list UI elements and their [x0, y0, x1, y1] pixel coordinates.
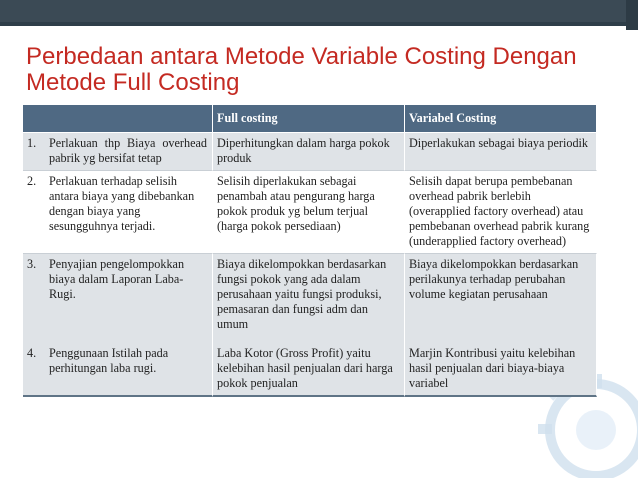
full-costing-cell	[213, 253, 405, 397]
row-number: 2.	[27, 174, 37, 188]
row-number: 3.	[27, 257, 37, 271]
variable-costing-text: Biaya dikelompokkan berdasarkan perilakunya terhadap perubahan volume kegiatan perusahaan	[409, 257, 579, 301]
slide-title: Perbedaan antara Metode Variable Costing Dengan Metode Full Costing	[26, 43, 577, 96]
full-costing-text: Laba Kotor (Gross Profit) yaitu kelebihan hasil penjualan dari harga pokok penjualan	[217, 346, 393, 390]
aspect-cell	[23, 132, 213, 170]
table-row	[23, 132, 597, 170]
top-bar	[0, 0, 638, 22]
table-row	[23, 253, 597, 397]
header-variable-costing: Variabel Costing	[405, 105, 597, 132]
variable-costing-text: Marjin Kontribusi yaitu kelebihan hasil penjualan dari biaya-biaya variabel	[409, 346, 576, 390]
aspect-cell	[23, 253, 213, 397]
full-costing-cell: Diperhitungkan dalam harga pokok produk	[213, 132, 405, 170]
variable-costing-cell	[405, 253, 597, 397]
row-number: 4.	[27, 346, 37, 360]
comparison-table	[23, 105, 597, 397]
aspect-text: Perlakuan thp Biaya overhead pabrik yg bersifat tetap	[49, 136, 207, 165]
full-costing-text: Biaya dikelompokkan berdasarkan fungsi pokok yang ada dalam perusahaan yaitu fungsi produksi, pemasaran dan fungsi adm dan umum	[217, 257, 387, 331]
aspect-text: Penggunaan Istilah pada perhitungan laba rugi.	[49, 346, 169, 375]
table-row	[23, 170, 597, 253]
full-costing-cell: Selisih diperlakukan sebagai penambah atau pengurang harga pokok produk yg belum terjual (harga pokok persediaan)	[213, 170, 405, 253]
aspect-cell	[23, 170, 213, 253]
row-number: 1.	[27, 136, 37, 150]
variable-costing-cell: Diperlakukan sebagai biaya periodik	[405, 132, 597, 170]
corner-accent	[626, 0, 638, 30]
aspect-text: Penyajian pengelompokkan biaya dalam Laporan Laba-Rugi.	[49, 257, 185, 301]
aspect-text: Perlakuan terhadap selisih antara biaya yang dibebankan dengan biaya yang sesungguhnya terjadi.	[49, 174, 195, 233]
header-aspect	[23, 105, 213, 132]
table-header-row	[23, 105, 597, 132]
header-full-costing: Full costing	[213, 105, 405, 132]
variable-costing-cell: Selisih dapat berupa pembebanan overhead pabrik berlebih (overapplied factory overhead) atau pembebanan overhead pabrik kurang (underapplied factory overhead)	[405, 170, 597, 253]
top-bar-accent	[0, 22, 638, 26]
